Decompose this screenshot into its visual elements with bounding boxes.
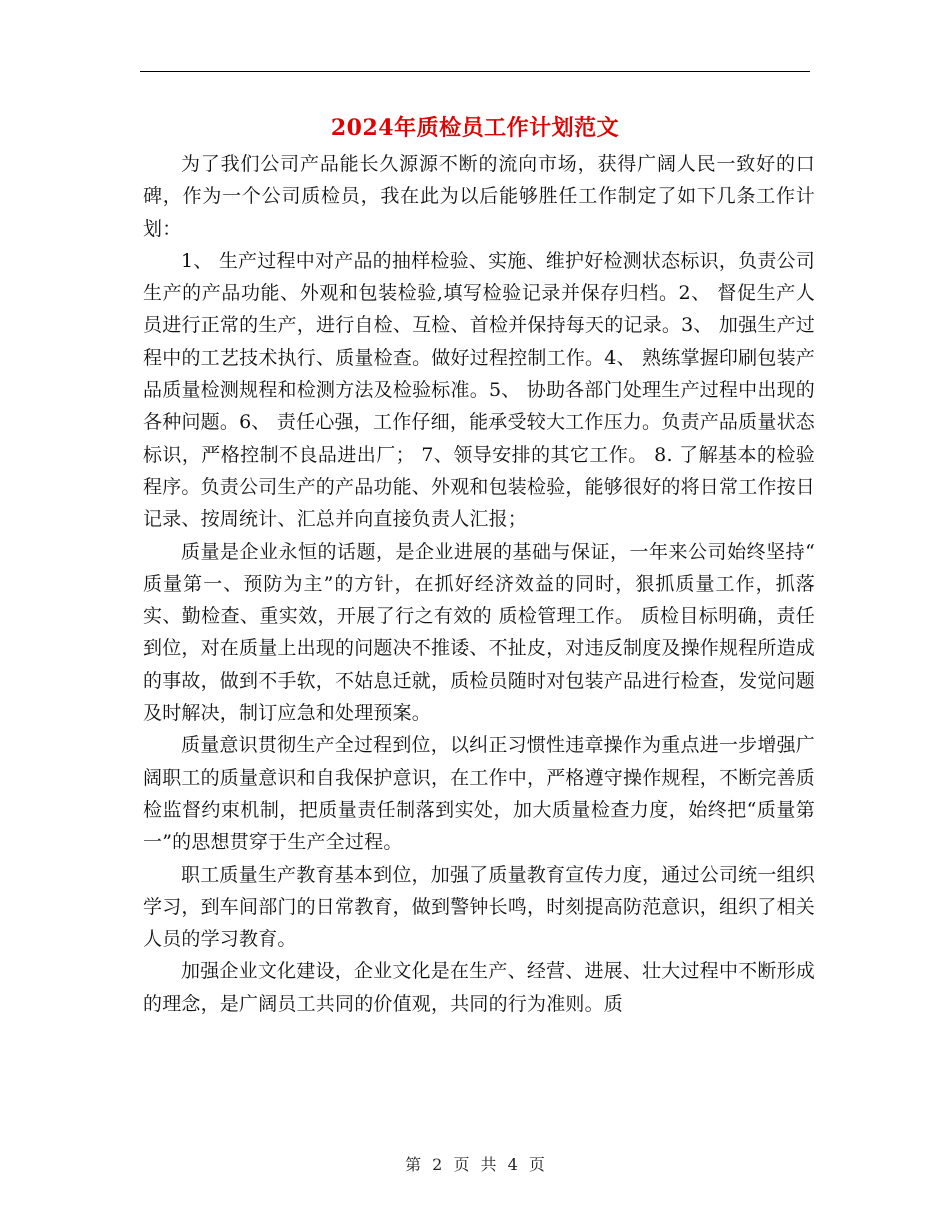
paragraph: 为了我们公司产品能长久源源不断的流向市场，获得广阔人民一致好的口碑，作为一个公司质检员，我在此为以后能够胜任工作制定了如下几条工作计划： — [143, 153, 815, 240]
header-rule — [140, 71, 810, 72]
document-title: 2024年质检员工作计划范文 — [330, 115, 620, 141]
paragraph: 加强企业文化建设，企业文化是在生产、经营、进展、壮大过程中不断形成的理念，是广阔员工共同的价值观，共同的行为准则。质 — [143, 960, 815, 1015]
paragraph: 质量是企业永恒的话题，是企业进展的基础与保证，一年来公司始终坚持“ 质量第一、预防为主”的方针，在抓好经济效益的同时，狠抓质量工作，抓落实、勤检查、重实效，开展了行之有效的 质检管理工作。 质检目标明确，责任到位，对在质量上出现的问题决不推诿、不扯皮，对违反制度及操作规程所造成的事故，做到不手软，不姑息迁就，质检员随时对包装产品进行检查，发觉问题及时解决，制订应急和处理预案。 — [143, 540, 816, 725]
page-number-footer: 第 2 页 共 4 页 — [405, 1155, 545, 1174]
document-body — [143, 148, 815, 1020]
paragraph: 职工质量生产教育基本到位，加强了质量教育宣传力度，通过公司统一组织学习，到车间部门的日常教育，做到警钟长鸣，时刻提高防范意识，组织了相关人员的学习教育。 — [143, 863, 816, 951]
paragraph: 质量意识贯彻生产全过程到位，以纠正习惯性违章操作为重点进一步增强广阔职工的质量意识和自我保护意识，在工作中，严格遵守操作规程，不断完善质检监督约束机制，把质量责任制落到实处，加大质量检查力度，始终把“质量第一”的思想贯穿于生产全过程。 — [143, 734, 816, 854]
paragraph: 1、 生产过程中对产品的抽样检验、实施、维护好检测状态标识，负责公司生产的产品功能、外观和包装检验,填写检验记录并保存归档。2、 督促生产人员进行正常的生产，进行自检、互检、首检并保持每天的记录。3、 加强生产过程中的工艺技术执行、质量检查。做好过程控制工作。4、 熟练掌握印刷包装产品质量检测规程和检测方法及检验标准。5、 协助各部门处理生产过程中出现的各种问题。6、 责任心强，工作仔细，能承受较大工作压力。负责产品质量状态标识，严格控制不良品进出厂； 7、领导安排的其它工作。 8. 了解基本的检验程序。负责公司生产的产品功能、外观和包装检验，能够很好的将日常工作按日记录、按周统计、汇总并向直接负责人汇报； — [143, 249, 816, 531]
